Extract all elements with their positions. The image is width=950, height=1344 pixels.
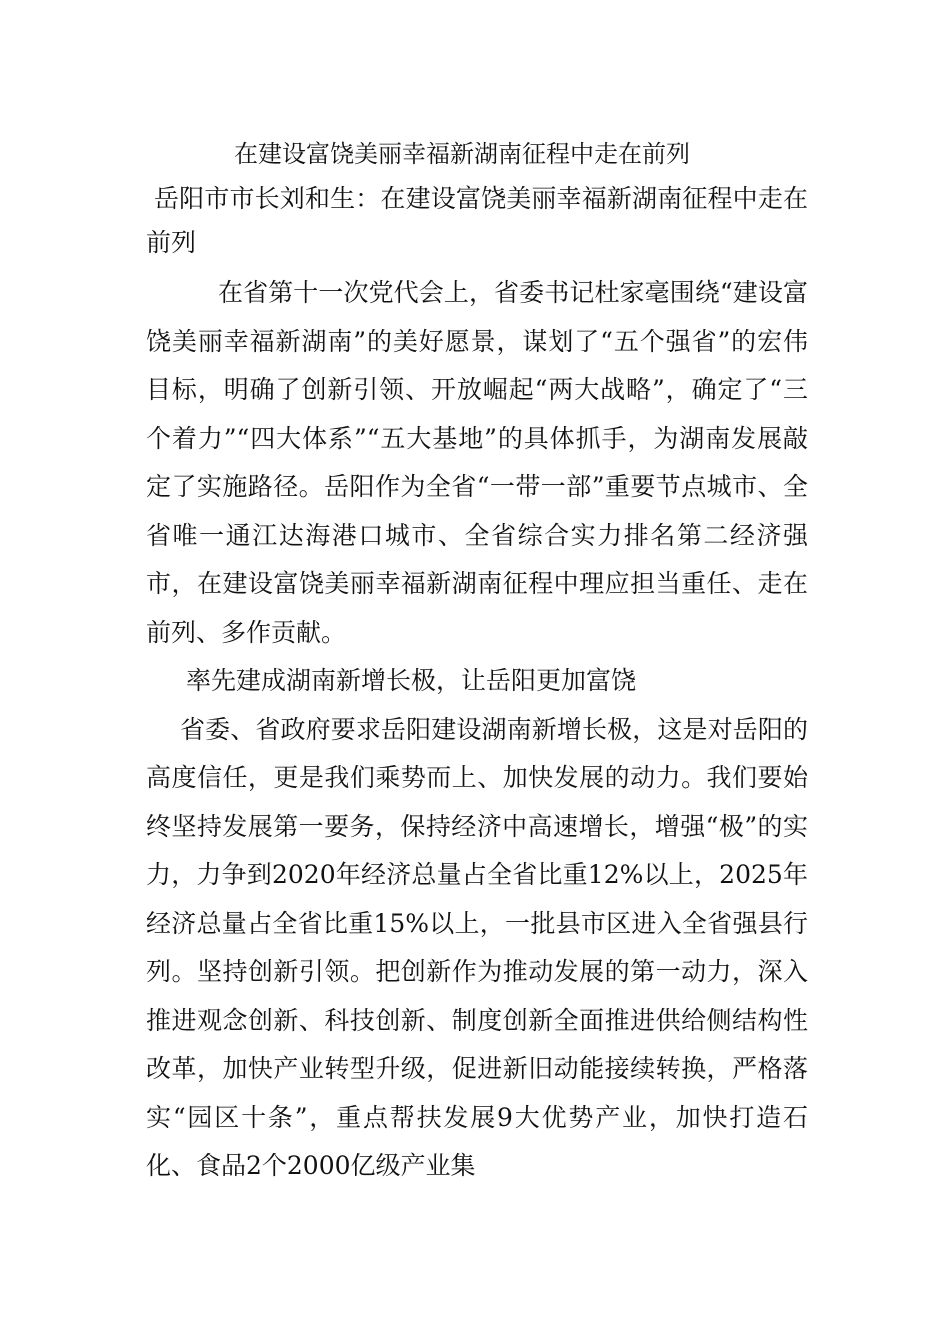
section-paragraph: 省委、省政府要求岳阳建设湖南新增长极，这是对岳阳的高度信任，更是我们乘势而上、加快发展的动力。我们要始终坚持发展第一要务，保持经济中高速增长，增强“极”的实力，力争到2020年经济总量占全省比重12%以上，2025年经济总量占全省比重15%以上，一批县市区进入全省强县行列。坚持创新引领。把创新作为推动发展的第一动力，深入推进观念创新、科技创新、制度创新全面推进供给侧结构性改革，加快产业转型升级，促进新旧动能接续转换，严格落实“园区十条”，重点帮扶发展9大优势产业，加快打造石化、食品2个2000亿级产业集 xyxy=(146,714,808,1180)
document-body xyxy=(146,131,808,1191)
document-title: 在建设富饶美丽幸福新湖南征程中走在前列 xyxy=(234,140,690,168)
section-heading: 率先建成湖南新增长极，让岳阳更加富饶 xyxy=(186,666,637,695)
intro-paragraph: 在省第十一次党代会上，省委书记杜家毫围绕“建设富饶美丽幸福新湖南”的美好愿景，谋划了“五个强省”的宏伟目标，明确了创新引领、开放崛起“两大战略”，确定了“三个着力”“四大体系”“五大基地”的具体抓手，为湖南发展敲定了实施路径。岳阳作为全省“一带一部”重要节点城市、全省唯一通江达海港口城市、全省综合实力排名第二经济强市，在建设富饶美丽幸福新湖南征程中理应担当重任、走在前列、多作贡献。 xyxy=(146,278,808,647)
document-subtitle: 岳阳市市长刘和生：在建设富饶美丽幸福新湖南征程中走在前列 xyxy=(146,184,808,257)
